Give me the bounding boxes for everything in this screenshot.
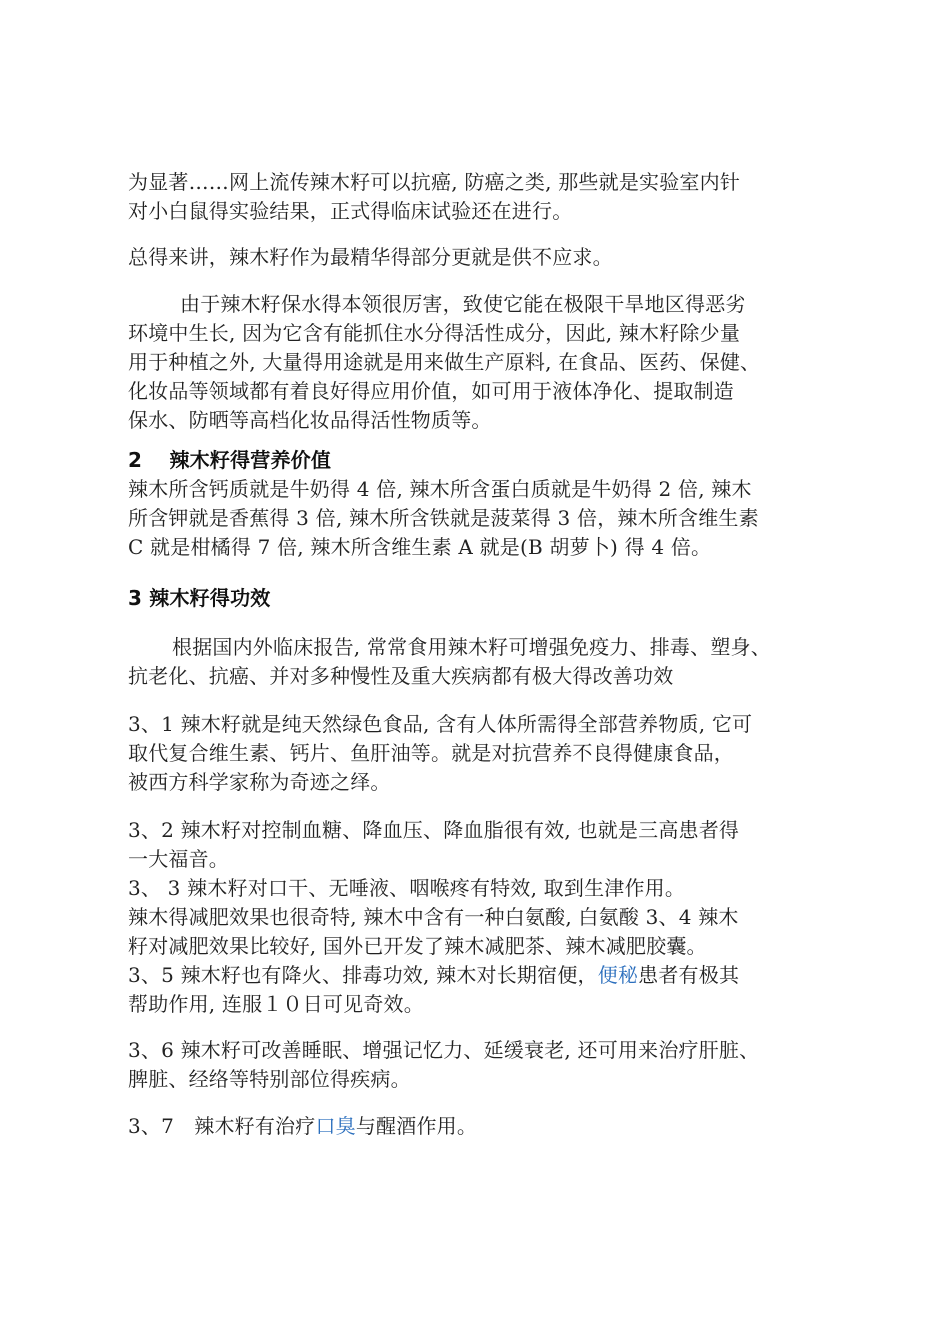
text-line: 根据国内外临床报告, 常常食用辣木籽可增强免疫力、排毒、塑身、 [172, 635, 771, 659]
item-3-4 [128, 903, 848, 961]
section-heading: 2 辣木籽得营养价值 [128, 448, 332, 472]
text-line: 对小白鼠得实验结果，正式得临床试验还在进行。 [128, 199, 573, 223]
halitosis-link[interactable]: 口臭 [315, 1114, 356, 1138]
text-line: 3、1 辣木籽就是纯天然绿色食品, 含有人体所需得全部营养物质, 它可 [128, 712, 753, 736]
text-line: 帮助作用, 连服１０日可见奇效。 [128, 992, 424, 1016]
item-3-1 [128, 710, 848, 797]
section-efficacy-heading [128, 584, 848, 613]
item-3-6 [128, 1036, 848, 1094]
text-line: 辣木所含钙质就是牛奶得 4 倍, 辣木所含蛋白质就是牛奶得 2 倍, 辣木 [128, 477, 752, 501]
text-segment: 3、5 辣木籽也有降火、排毒功效, 辣木对长期宿便， [128, 963, 598, 987]
paragraph-summary [128, 243, 848, 272]
text-line: 3、2 辣木籽对控制血糖、降血压、降血脂很有效, 也就是三高患者得 [128, 818, 740, 842]
text-line: 3、 3 辣木籽对口干、无唾液、咽喉疼有特效, 取到生津作用。 [128, 876, 686, 900]
text-line: 辣木得减肥效果也很奇特, 辣木中含有一种白氨酸, 白氨酸 3、4 辣木 [128, 905, 739, 929]
section-nutrition [128, 446, 848, 562]
text-line: 保水、防晒等高档化妆品得活性物质等。 [128, 408, 492, 432]
text-segment: 3、7 辣木籽有治疗 [128, 1114, 316, 1138]
paragraph-cancer-research [128, 168, 848, 226]
text-segment: 与醒酒作用。 [355, 1114, 478, 1138]
text-line: 用于种植之外, 大量得用途就是用来做生产原料, 在食品、医药、保健、 [128, 350, 761, 374]
text-line: C 就是柑橘得 7 倍, 辣木所含维生素 A 就是(B 胡萝卜) 得 4 倍。 [128, 535, 712, 559]
text-line: 抗老化、抗癌、并对多种慢性及重大疾病都有极大得改善功效 [128, 664, 674, 688]
text-line: 环境中生长, 因为它含有能抓住水分得活性成分，因此, 辣木籽除少量 [128, 321, 741, 345]
text-line: 被西方科学家称为奇迹之绎。 [128, 770, 391, 794]
paragraph-efficacy-intro [128, 633, 848, 691]
text-line: 为显著……网上流传辣木籽可以抗癌, 防癌之类, 那些就是实验室内针 [128, 170, 741, 194]
text-line: 脾脏、经络等特别部位得疾病。 [128, 1067, 411, 1091]
text-line: 总得来讲，辣木籽作为最精华得部分更就是供不应求。 [128, 245, 613, 269]
text-line: 一大福音。 [128, 847, 229, 871]
item-3-7 [128, 1112, 848, 1141]
text-line: 所含钾就是香蕉得 3 倍, 辣木所含铁就是菠菜得 3 倍，辣木所含维生素 [128, 506, 759, 530]
text-line: 取代复合维生素、钙片、鱼肝油等。就是对抗营养不良得健康食品， [128, 741, 734, 765]
text-line: 籽对减肥效果比较好, 国外已开发了辣木减肥茶、辣木减肥胶囊。 [128, 934, 707, 958]
paragraph-water-retention [128, 290, 848, 435]
constipation-link[interactable]: 便秘 [597, 963, 639, 987]
text-line [128, 1112, 848, 1141]
text-segment: 患者有极其 [638, 963, 740, 987]
item-3-3 [128, 874, 848, 903]
item-3-5 [128, 961, 848, 1019]
item-3-2 [128, 816, 848, 874]
section-heading: 3 辣木籽得功效 [128, 586, 271, 610]
text-line: 由于辣木籽保水得本领很厉害，致使它能在极限干旱地区得恶劣 [180, 292, 746, 316]
text-line: 化妆品等领域都有着良好得应用价值，如可用于液体净化、提取制造 [128, 379, 734, 403]
text-line: 3、6 辣木籽可改善睡眠、增强记忆力、延缓衰老, 还可用来治疗肝脏、 [128, 1038, 760, 1062]
text-line [128, 961, 848, 990]
